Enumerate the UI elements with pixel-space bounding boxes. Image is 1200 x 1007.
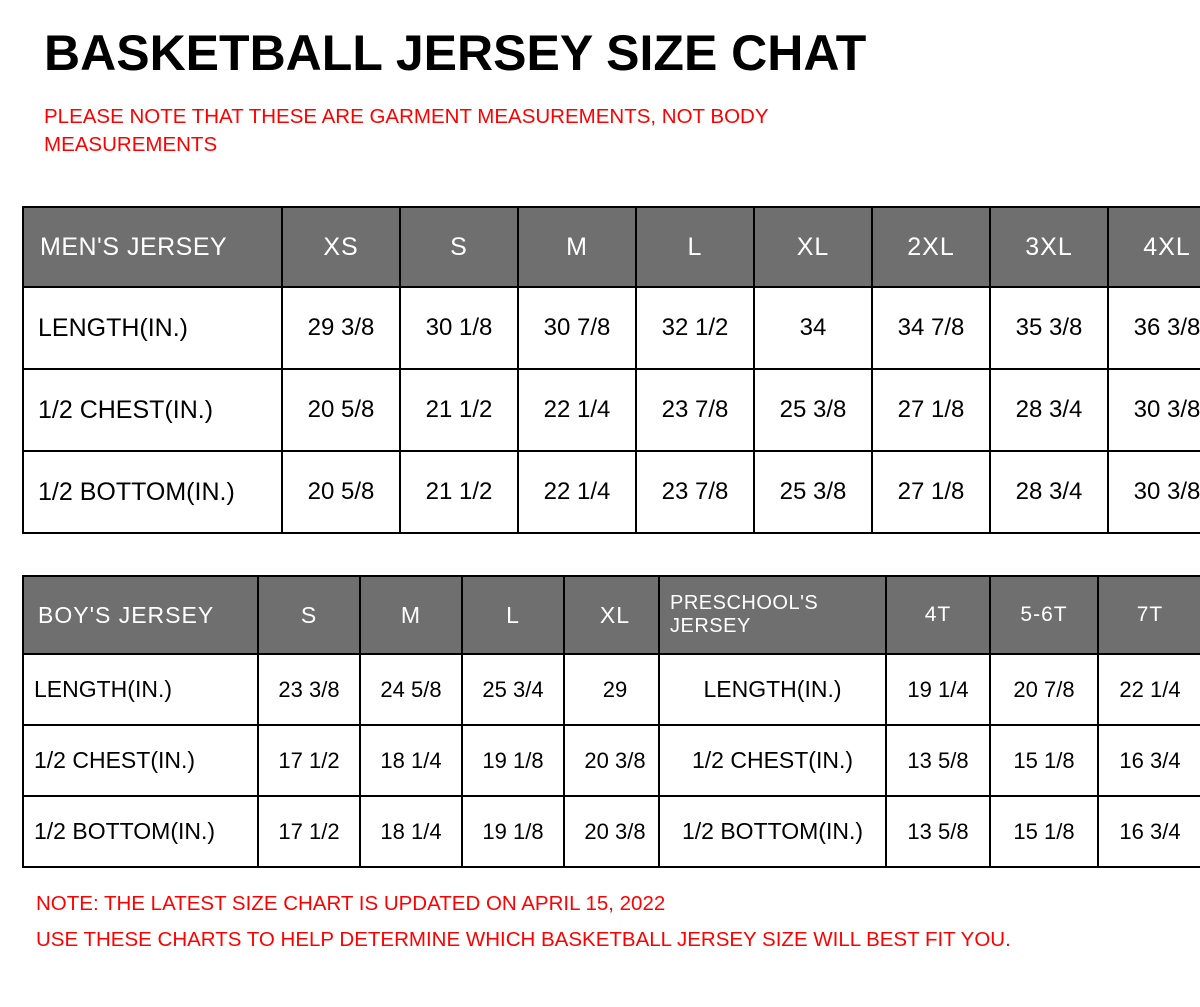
preschool-row-label-half-bottom: 1/2 BOTTOM(IN.): [659, 796, 886, 867]
page-title: BASKETBALL JERSEY SIZE CHAT: [44, 25, 867, 81]
table-row: [659, 725, 1200, 796]
boys-cell-chest-m: 18 1/4: [360, 725, 462, 796]
preschool-cell-chest-7t: 16 3/4: [1098, 725, 1200, 796]
table-row: [23, 287, 1200, 369]
cell-bottom-m: 22 1/4: [518, 451, 636, 533]
table-row: [23, 654, 666, 725]
preschool-table-corner-label: PRESCHOOL'S JERSEY: [659, 576, 886, 654]
mens-table-corner-label: MEN'S JERSEY: [23, 207, 282, 287]
cell-chest-2xl: 27 1/8: [872, 369, 990, 451]
boys-cell-chest-s: 17 1/2: [258, 725, 360, 796]
column-header-xl: XL: [754, 207, 872, 287]
column-header-xs: XS: [282, 207, 400, 287]
preschool-cell-bottom-5-6t: 15 1/8: [990, 796, 1098, 867]
row-label-half-chest: 1/2 CHEST(IN.): [23, 369, 282, 451]
cell-bottom-s: 21 1/2: [400, 451, 518, 533]
boys-cell-bottom-s: 17 1/2: [258, 796, 360, 867]
column-header-4xl: 4XL: [1108, 207, 1200, 287]
cell-chest-xl: 25 3/8: [754, 369, 872, 451]
boys-row-label-half-bottom: 1/2 BOTTOM(IN.): [23, 796, 258, 867]
preschool-cell-chest-5-6t: 15 1/8: [990, 725, 1098, 796]
cell-chest-3xl: 28 3/4: [990, 369, 1108, 451]
boys-cell-chest-l: 19 1/8: [462, 725, 564, 796]
column-header-m: M: [518, 207, 636, 287]
boys-row-label-length: LENGTH(IN.): [23, 654, 258, 725]
boys-column-header-l: L: [462, 576, 564, 654]
column-header-s: S: [400, 207, 518, 287]
boys-column-header-xl: XL: [564, 576, 666, 654]
cell-length-xl: 34: [754, 287, 872, 369]
boys-column-header-m: M: [360, 576, 462, 654]
cell-bottom-l: 23 7/8: [636, 451, 754, 533]
cell-chest-m: 22 1/4: [518, 369, 636, 451]
cell-length-xs: 29 3/8: [282, 287, 400, 369]
preschool-cell-length-4t: 19 1/4: [886, 654, 990, 725]
boys-cell-bottom-l: 19 1/8: [462, 796, 564, 867]
preschool-cell-bottom-7t: 16 3/4: [1098, 796, 1200, 867]
preschool-cell-chest-4t: 13 5/8: [886, 725, 990, 796]
preschool-row-label-length: LENGTH(IN.): [659, 654, 886, 725]
cell-length-m: 30 7/8: [518, 287, 636, 369]
boys-cell-length-xl: 29: [564, 654, 666, 725]
footer-note-usage: USE THESE CHARTS TO HELP DETERMINE WHICH BASKETBALL JERSEY SIZE WILL BEST FIT YOU.: [36, 928, 1011, 951]
cell-length-l: 32 1/2: [636, 287, 754, 369]
boys-cell-length-m: 24 5/8: [360, 654, 462, 725]
table-header-row: [23, 576, 666, 654]
table-row: [23, 451, 1200, 533]
footer-notes: [36, 886, 1166, 958]
cell-bottom-xs: 20 5/8: [282, 451, 400, 533]
table-row: [23, 725, 666, 796]
boys-row-label-half-chest: 1/2 CHEST(IN.): [23, 725, 258, 796]
boys-jersey-size-table: [22, 575, 667, 868]
cell-length-4xl: 36 3/8: [1108, 287, 1200, 369]
boys-cell-chest-xl: 20 3/8: [564, 725, 666, 796]
table-row: [659, 654, 1200, 725]
mens-jersey-size-table: [22, 206, 1200, 534]
boys-table-corner-label: BOY'S JERSEY: [23, 576, 258, 654]
boys-cell-length-s: 23 3/8: [258, 654, 360, 725]
garment-measurement-note: PLEASE NOTE THAT THESE ARE GARMENT MEASUREMENTS, NOT BODY MEASUREMENTS: [44, 105, 769, 156]
preschool-column-header-5-6t: 5-6T: [990, 576, 1098, 654]
cell-length-s: 30 1/8: [400, 287, 518, 369]
table-header-row: [659, 576, 1200, 654]
preschool-cell-length-7t: 22 1/4: [1098, 654, 1200, 725]
preschool-cell-length-5-6t: 20 7/8: [990, 654, 1098, 725]
column-header-2xl: 2XL: [872, 207, 990, 287]
cell-chest-l: 23 7/8: [636, 369, 754, 451]
cell-length-2xl: 34 7/8: [872, 287, 990, 369]
footer-note-update: NOTE: THE LATEST SIZE CHART IS UPDATED ON APRIL 15, 2022: [36, 892, 666, 915]
boys-cell-bottom-xl: 20 3/8: [564, 796, 666, 867]
boys-column-header-s: S: [258, 576, 360, 654]
cell-chest-s: 21 1/2: [400, 369, 518, 451]
cell-bottom-3xl: 28 3/4: [990, 451, 1108, 533]
row-label-half-bottom: 1/2 BOTTOM(IN.): [23, 451, 282, 533]
table-row: [23, 369, 1200, 451]
preschool-jersey-size-table: [658, 575, 1200, 868]
preschool-row-label-half-chest: 1/2 CHEST(IN.): [659, 725, 886, 796]
table-header-row: [23, 207, 1200, 287]
cell-bottom-4xl: 30 3/8: [1108, 451, 1200, 533]
preschool-cell-bottom-4t: 13 5/8: [886, 796, 990, 867]
row-label-length: LENGTH(IN.): [23, 287, 282, 369]
column-header-3xl: 3XL: [990, 207, 1108, 287]
cell-bottom-xl: 25 3/8: [754, 451, 872, 533]
boys-cell-bottom-m: 18 1/4: [360, 796, 462, 867]
table-row: [23, 796, 666, 867]
cell-bottom-2xl: 27 1/8: [872, 451, 990, 533]
table-row: [659, 796, 1200, 867]
preschool-column-header-7t: 7T: [1098, 576, 1200, 654]
cell-chest-4xl: 30 3/8: [1108, 369, 1200, 451]
preschool-column-header-4t: 4T: [886, 576, 990, 654]
cell-chest-xs: 20 5/8: [282, 369, 400, 451]
column-header-l: L: [636, 207, 754, 287]
boys-cell-length-l: 25 3/4: [462, 654, 564, 725]
cell-length-3xl: 35 3/8: [990, 287, 1108, 369]
